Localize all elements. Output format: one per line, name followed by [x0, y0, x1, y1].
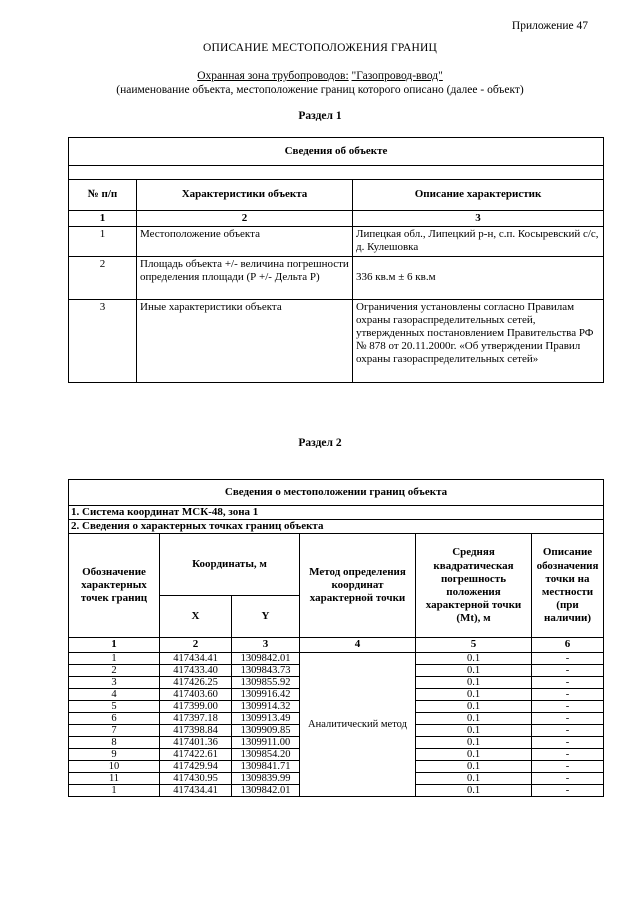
point-x: 417434.41 [160, 652, 232, 664]
row-number: 3 [69, 299, 137, 382]
point-number: 4 [69, 688, 160, 700]
column-number: 2 [160, 638, 232, 652]
point-x: 417433.40 [160, 664, 232, 676]
table-row [69, 652, 604, 664]
object-name: "Газопровод-ввод" [351, 70, 443, 82]
point-y: 1309842.01 [232, 784, 300, 796]
column-header-point-description: Описание обозначения точки на местности (при наличии) [532, 534, 604, 638]
column-number: 6 [532, 638, 604, 652]
point-accuracy: 0.1 [416, 736, 532, 748]
point-x: 417397.18 [160, 712, 232, 724]
point-y: 1309843.73 [232, 664, 300, 676]
point-y: 1309855.92 [232, 676, 300, 688]
point-y: 1309839.99 [232, 772, 300, 784]
point-description: - [532, 700, 604, 712]
object-info-table [68, 137, 604, 383]
object-note: (наименование объекта, местоположение границ которого описано (далее - объект) [116, 84, 524, 96]
column-number: 2 [137, 211, 353, 227]
point-number: 3 [69, 676, 160, 688]
column-header-designation: Обозначение характерных точек границ [69, 534, 160, 638]
point-accuracy: 0.1 [416, 712, 532, 724]
blank-row [69, 166, 604, 180]
point-x: 417422.61 [160, 748, 232, 760]
point-y: 1309916.42 [232, 688, 300, 700]
column-number: 1 [69, 211, 137, 227]
coordinate-system: 1. Система координат МСК-48, зона 1 [69, 506, 604, 520]
point-number: 5 [69, 700, 160, 712]
point-description: - [532, 724, 604, 736]
document-title: ОПИСАНИЕ МЕСТОПОЛОЖЕНИЯ ГРАНИЦ [202, 42, 438, 54]
point-x: 417399.00 [160, 700, 232, 712]
point-x: 417429.94 [160, 760, 232, 772]
point-description: - [532, 664, 604, 676]
point-accuracy: 0.1 [416, 676, 532, 688]
point-accuracy: 0.1 [416, 784, 532, 796]
point-accuracy: 0.1 [416, 700, 532, 712]
column-header-number: № п/п [69, 180, 137, 211]
point-description: - [532, 772, 604, 784]
column-header-method: Метод определения координат характерной точки [300, 534, 416, 638]
column-header-description: Описание характеристик [353, 180, 604, 211]
column-header-characteristic: Характеристики объекта [137, 180, 353, 211]
characteristic-name: Местоположение объекта [137, 227, 353, 256]
column-header-y: Y [232, 596, 300, 638]
point-x: 417401.36 [160, 736, 232, 748]
point-x: 417403.60 [160, 688, 232, 700]
point-accuracy: 0.1 [416, 772, 532, 784]
point-accuracy: 0.1 [416, 664, 532, 676]
section-2-title: Раздел 2 [298, 437, 342, 449]
point-number: 7 [69, 724, 160, 736]
point-description: - [532, 748, 604, 760]
column-header-coordinates: Координаты, м [160, 534, 300, 596]
point-y: 1309841.71 [232, 760, 300, 772]
point-number: 2 [69, 664, 160, 676]
points-subtitle: 2. Сведения о характерных точках границ объекта [69, 520, 604, 534]
point-number: 1 [69, 784, 160, 796]
point-description: - [532, 688, 604, 700]
section-1-title: Раздел 1 [298, 110, 342, 122]
point-x: 417398.84 [160, 724, 232, 736]
point-x: 417426.25 [160, 676, 232, 688]
point-y: 1309914.32 [232, 700, 300, 712]
appendix-label: Приложение 47 [511, 20, 588, 32]
point-description: - [532, 712, 604, 724]
point-number: 1 [69, 652, 160, 664]
method-cell: Аналитический метод [300, 652, 416, 796]
point-number: 10 [69, 760, 160, 772]
point-description: - [532, 652, 604, 664]
point-accuracy: 0.1 [416, 748, 532, 760]
characteristic-name: Иные характеристики объекта [137, 299, 353, 382]
point-accuracy: 0.1 [416, 652, 532, 664]
point-x: 417430.95 [160, 772, 232, 784]
boundary-table-title: Сведения о местоположении границ объекта [69, 480, 604, 506]
point-accuracy: 0.1 [416, 688, 532, 700]
row-number: 1 [69, 227, 137, 256]
point-number: 9 [69, 748, 160, 760]
object-info-table-title: Сведения об объекте [69, 138, 604, 166]
point-x: 417434.41 [160, 784, 232, 796]
column-header-accuracy: Средняя квадратическая погрешность положения характерной точки (Mt), м [416, 534, 532, 638]
object-line [0, 70, 640, 84]
column-number: 4 [300, 638, 416, 652]
characteristic-value: Липецкая обл., Липецкий р-н, с.п. Косыревский с/с, д. Кулешовка [353, 227, 604, 256]
point-description: - [532, 736, 604, 748]
point-y: 1309854.20 [232, 748, 300, 760]
column-number: 3 [353, 211, 604, 227]
column-number: 1 [69, 638, 160, 652]
table-row [69, 256, 604, 299]
point-number: 6 [69, 712, 160, 724]
point-accuracy: 0.1 [416, 724, 532, 736]
characteristic-value: 336 кв.м ± 6 кв.м [353, 256, 604, 299]
boundary-points-table [68, 479, 604, 797]
characteristic-name: Площадь объекта +/- величина погрешности определения площади (Р +/- Дельта Р) [137, 256, 353, 299]
table-row [69, 227, 604, 256]
point-y: 1309913.49 [232, 712, 300, 724]
object-label: Охранная зона трубопроводов: [197, 70, 349, 82]
table-row [69, 299, 604, 382]
characteristic-value: Ограничения установлены согласно Правилам охраны газораспределительных сетей, утвержденных постановлением Правительства РФ № 878 от 20.11.2000г. «Об утверждении Правил охраны газораспределительных сетей» [353, 299, 604, 382]
points-body [69, 652, 604, 796]
point-number: 11 [69, 772, 160, 784]
point-number: 8 [69, 736, 160, 748]
point-y: 1309911.00 [232, 736, 300, 748]
point-description: - [532, 760, 604, 772]
column-header-x: X [160, 596, 232, 638]
point-y: 1309909.85 [232, 724, 300, 736]
point-description: - [532, 676, 604, 688]
point-y: 1309842.01 [232, 652, 300, 664]
point-accuracy: 0.1 [416, 760, 532, 772]
row-number: 2 [69, 256, 137, 299]
point-description: - [532, 784, 604, 796]
column-number: 5 [416, 638, 532, 652]
column-number: 3 [232, 638, 300, 652]
